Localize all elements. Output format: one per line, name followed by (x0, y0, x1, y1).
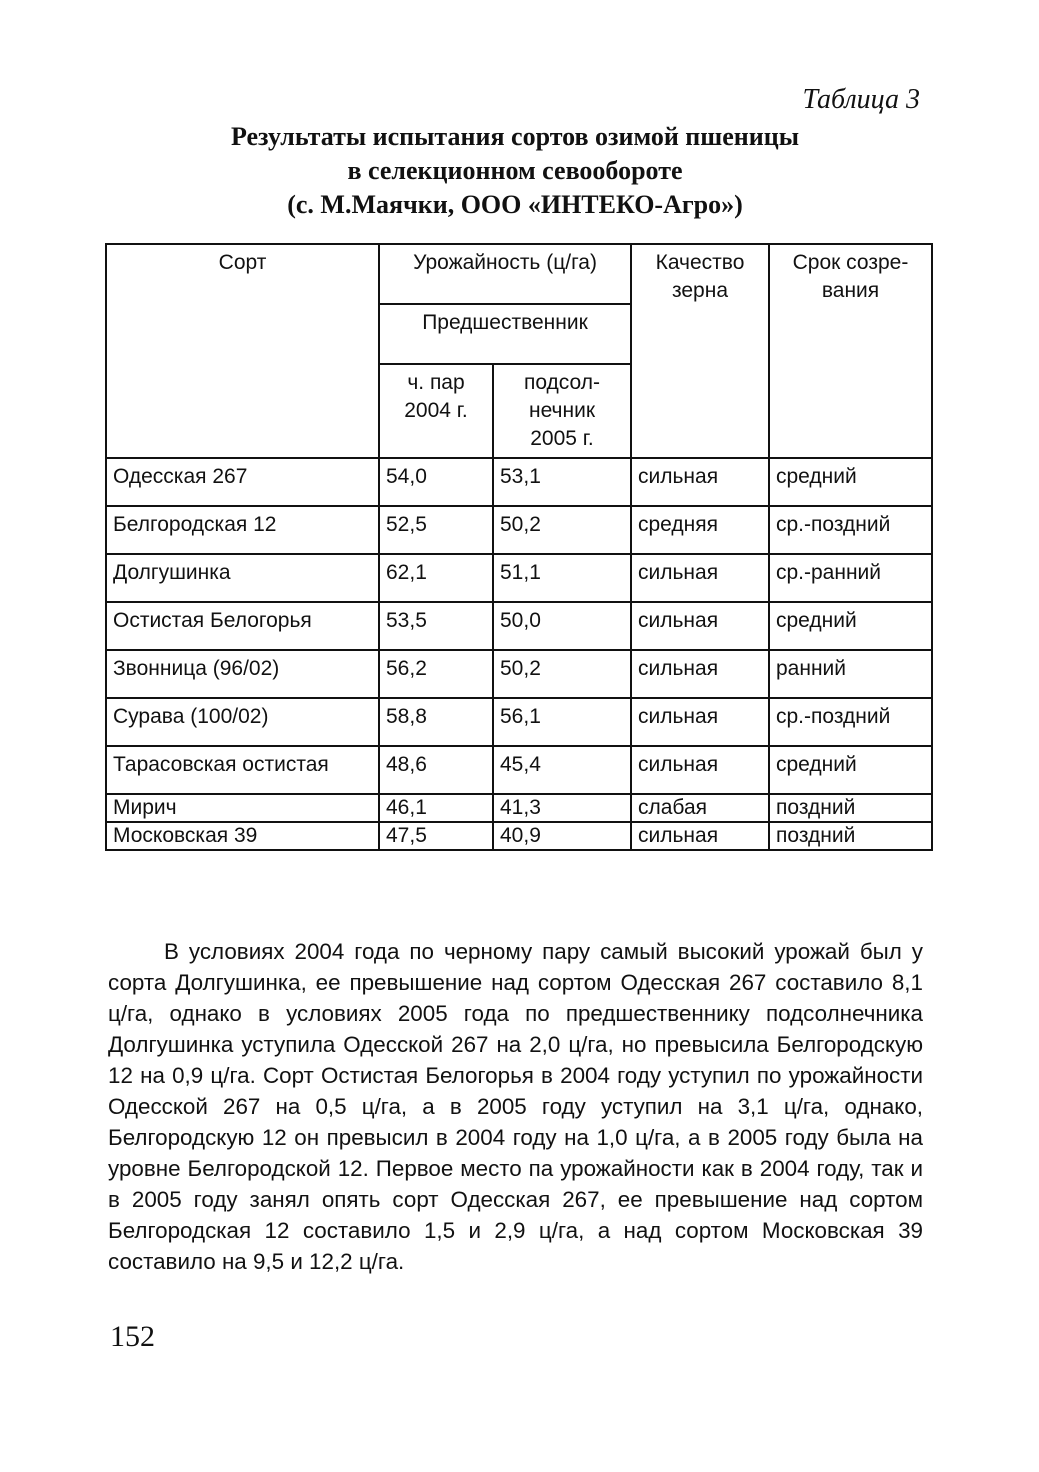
cell-sunflower-2005: 50,0 (493, 602, 631, 650)
page-number: 152 (110, 1320, 155, 1353)
cell-quality: средняя (631, 506, 769, 554)
table-row (106, 746, 932, 794)
cell-maturity: средний (769, 746, 932, 794)
cell-sunflower-2005: 40,9 (493, 822, 631, 850)
cell-quality: слабая (631, 794, 769, 822)
table-row (106, 698, 932, 746)
cell-fallow-2004: 62,1 (379, 554, 493, 602)
cell-variety: Долгушинка (106, 554, 379, 602)
results-table (105, 243, 933, 851)
cell-fallow-2004: 58,8 (379, 698, 493, 746)
header-quality: Качество зерна (631, 244, 769, 458)
cell-maturity: средний (769, 602, 932, 650)
title-line-2: в селекционном севообороте (347, 156, 683, 185)
cell-variety: Тарасовская остистая (106, 746, 379, 794)
cell-maturity: поздний (769, 794, 932, 822)
table-row (106, 650, 932, 698)
title-line-1: Результаты испытания сортов озимой пшеницы (230, 122, 800, 151)
cell-variety: Одесская 267 (106, 458, 379, 506)
cell-variety: Звонница (96/02) (106, 650, 379, 698)
cell-fallow-2004: 48,6 (379, 746, 493, 794)
cell-sunflower-2005: 56,1 (493, 698, 631, 746)
cell-sunflower-2005: 53,1 (493, 458, 631, 506)
cell-sunflower-2005: 45,4 (493, 746, 631, 794)
cell-sunflower-2005: 51,1 (493, 554, 631, 602)
cell-variety: Белгородская 12 (106, 506, 379, 554)
table-row (106, 554, 932, 602)
cell-quality: сильная (631, 698, 769, 746)
cell-fallow-2004: 56,2 (379, 650, 493, 698)
cell-maturity: ранний (769, 650, 932, 698)
cell-quality: сильная (631, 554, 769, 602)
cell-fallow-2004: 54,0 (379, 458, 493, 506)
cell-quality: сильная (631, 458, 769, 506)
header-sunflower-2005: подсол- нечник 2005 г. (493, 364, 631, 458)
table-row (106, 458, 932, 506)
cell-sunflower-2005: 50,2 (493, 506, 631, 554)
cell-maturity: ср.-ранний (769, 554, 932, 602)
cell-fallow-2004: 52,5 (379, 506, 493, 554)
header-predecessor: Предшественник (379, 304, 631, 364)
table-row (106, 822, 932, 850)
cell-maturity: поздний (769, 822, 932, 850)
table-title (100, 120, 930, 222)
body-paragraph: В условиях 2004 года по черному пару самый высокий урожай был у сорта Долгушинка, ее превышение над сортом Одесская 267 составило 8,1 ц/га, однако в условиях 2005 года по предшественнику подсолнечника Долгушинка уступила Одесской 267 на 2,0 ц/га, но превысила Белгородскую 12 на 0,9 ц/га. Сорт Остистая Белогорья в 2004 году уступил по урожайности Одесской 267 на 0,5 ц/га, а в 2005 году уступил на 3,1 ц/га, однако, Белгородскую 12 он превысил в 2004 году на 1,0 ц/га, а в 2005 году была на уровне Белгородской 12. Первое место па урожайности как в 2004 году, так и в 2005 году занял опять сорт Одесская 267, ее превышение над сортом Белгородская 12 составило 1,5 и 2,9 ц/га, а над сортом Московская 39 составило на 9,5 и 12,2 ц/га. (108, 939, 923, 1275)
cell-quality: сильная (631, 650, 769, 698)
title-line-3: (с. М.Маячки, ООО «ИНТЕКО-Агро») (287, 190, 743, 219)
table-row (106, 602, 932, 650)
cell-variety: Мирич (106, 794, 379, 822)
cell-quality: сильная (631, 602, 769, 650)
header-maturity: Срок созре- вания (769, 244, 932, 458)
cell-maturity: средний (769, 458, 932, 506)
cell-fallow-2004: 46,1 (379, 794, 493, 822)
header-fallow-2004: ч. пар 2004 г. (379, 364, 493, 458)
cell-sunflower-2005: 50,2 (493, 650, 631, 698)
cell-variety: Остистая Белогорья (106, 602, 379, 650)
cell-fallow-2004: 47,5 (379, 822, 493, 850)
cell-maturity: ср.-поздний (769, 698, 932, 746)
table-row (106, 506, 932, 554)
cell-fallow-2004: 53,5 (379, 602, 493, 650)
header-variety: Сорт (106, 244, 379, 458)
header-yield: Урожайность (ц/га) (379, 244, 631, 304)
cell-quality: сильная (631, 822, 769, 850)
cell-variety: Московская 39 (106, 822, 379, 850)
table-row (106, 794, 932, 822)
table-label: Таблица 3 (802, 84, 920, 115)
cell-variety: Сурава (100/02) (106, 698, 379, 746)
cell-sunflower-2005: 41,3 (493, 794, 631, 822)
cell-quality: сильная (631, 746, 769, 794)
cell-maturity: ср.-поздний (769, 506, 932, 554)
